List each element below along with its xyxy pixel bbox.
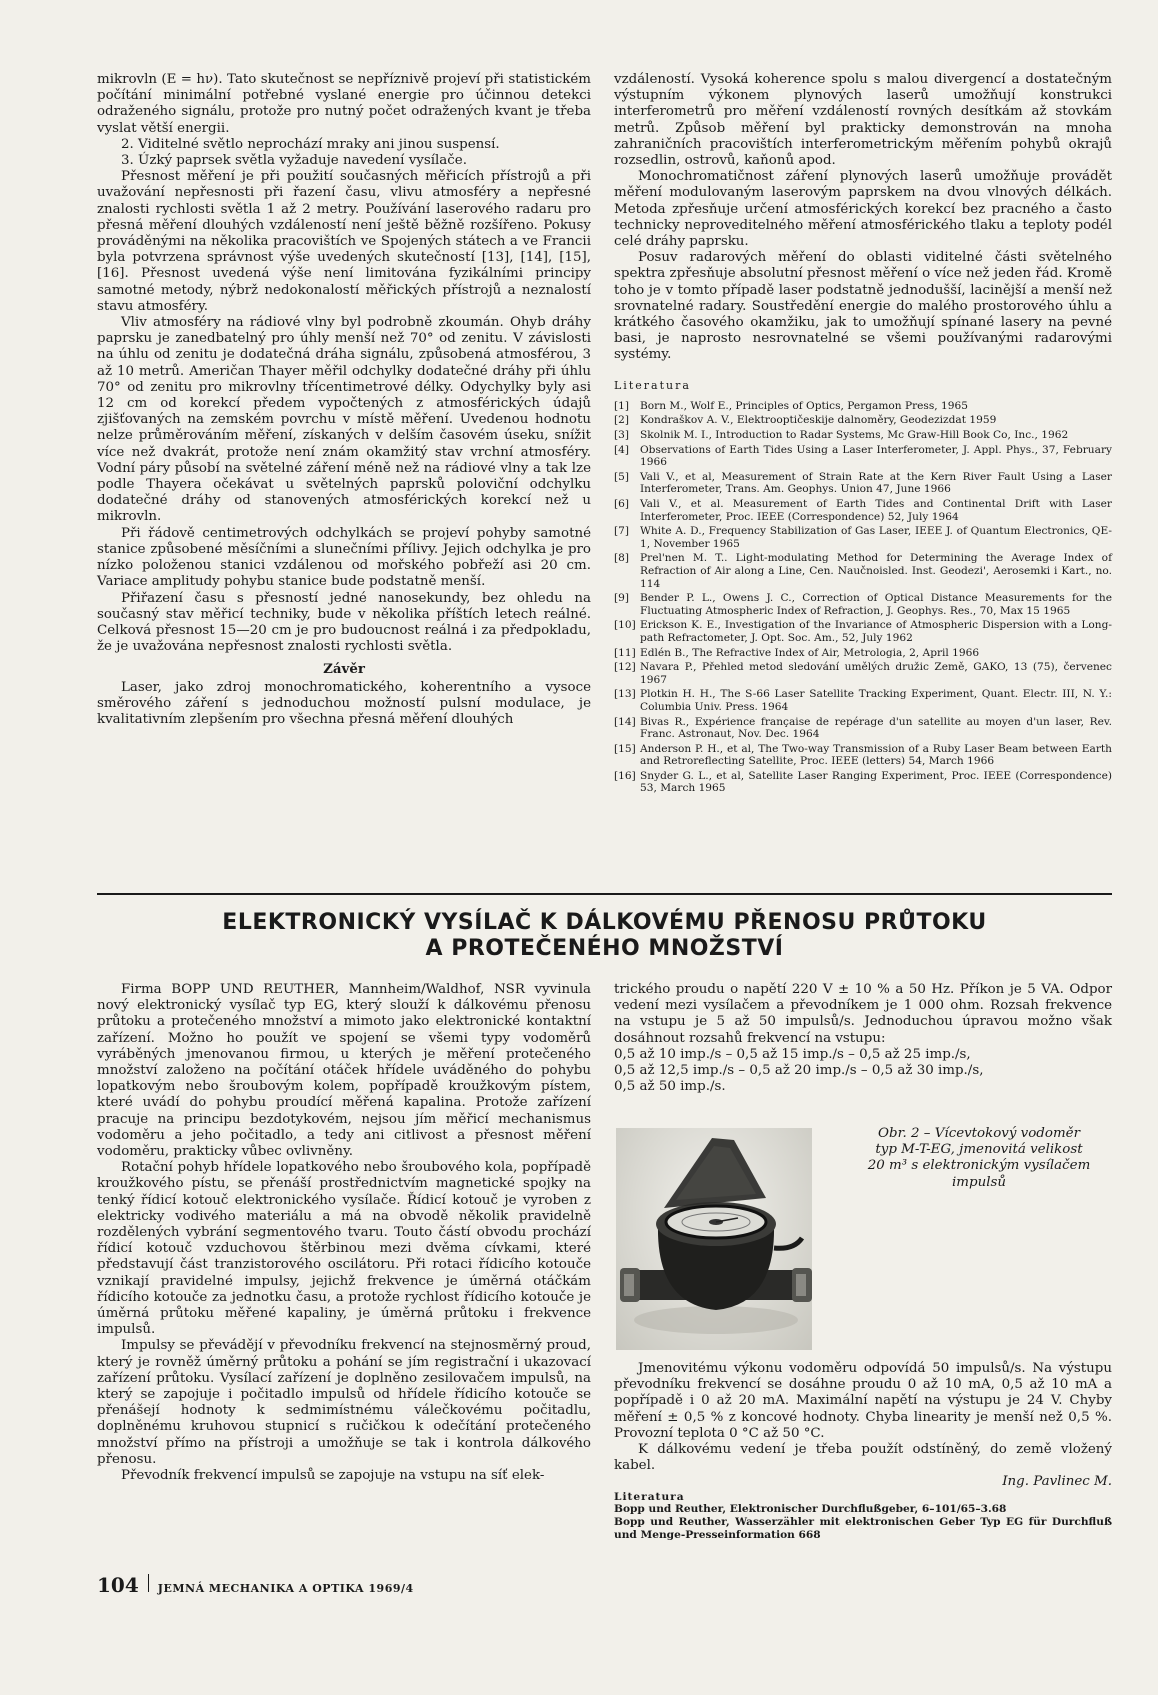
frequency-ranges-line: 0,5 až 10 imp./s – 0,5 až 15 imp./s – 0,5 až 25 imp./s, — [614, 1046, 971, 1062]
reference-item — [614, 716, 1112, 741]
reference-number: [11] — [614, 646, 636, 659]
paragraph: K dálkovému vedení je třeba použít odstíněný, do země vložený kabel. — [614, 1442, 1112, 1474]
reference-number: [5] — [614, 470, 630, 483]
reference-item — [614, 414, 1112, 427]
footer-separator — [148, 1574, 149, 1592]
paragraph: Monochromatičnost záření plynových laserů umožňuje provádět měření modulovaným laserovým paprskem na dvou vlnových délkách. Metoda zpřesňuje určení atmosférických korekcí bez pracného a často technicky neproveditelného měření atmosférického tlaku a teploty podél celé dráhy paprsku. — [614, 169, 1112, 250]
reference-text: Bender P. L., Owens J. C., Correction of Optical Distance Measurements for the Fluctuating Atmospheric Index of Refraction, J. Geophys. Res., 70, Max 15 1965 — [640, 592, 1112, 617]
water-meter-photo — [616, 1128, 812, 1350]
paragraph: 3. Úzký paprsek světla vyžaduje navedení vysílače. — [121, 153, 467, 169]
reference-item — [614, 647, 1112, 660]
reference-text: Anderson P. H., et al, The Two-way Transmission of a Ruby Laser Beam between Earth and Retroreflecting Satellite, Proc. IEEE (letters) 54, March 1966 — [640, 742, 1112, 768]
reference-item — [614, 400, 1112, 413]
caption-line: typ M-T-EG, jmenovitá velikost — [875, 1142, 1083, 1158]
headline-line-1: ELEKTRONICKÝ VYSÍLAČ K DÁLKOVÉMU PŘENOSU PRŮTOKU — [222, 910, 987, 935]
journal-name: JEMNÁ MECHANIKA A OPTIKA 1969/4 — [157, 1582, 414, 1595]
paragraph: Posuv radarových měření do oblasti viditelné části světelného spektra zpřesňuje absolutní přesnost měření o více než jeden řád. Kromě toho je v tomto případě laser podstatně jednodušší, lacinější a menší než srovnatelné radary. Soustředění energie do malého prostorového úhlu a krátkého časového okamžiku, jak to umožňují spínané lasery na pevné basi, je naprosto nesrovnatelné se všemi používanými radarovými systémy. — [614, 250, 1112, 363]
article-column-3 — [97, 982, 591, 1484]
caption-line: impulsů — [952, 1174, 1006, 1190]
reference-number: [9] — [614, 592, 630, 605]
references-list — [614, 400, 1112, 795]
reference-item — [614, 471, 1112, 496]
article-column-4 — [614, 982, 1112, 1095]
paragraph: Přiřazení času s přesností jedné nanosekundy, bez ohledu na současný stav měřicí techniky, bude v několika příštích letech reálné. Celková přesnost 15—20 cm je pro budoucnost reálná i za předpokladu, že je uvažována nepřesnost znalosti rychlosti světla. — [97, 590, 591, 655]
section-divider — [97, 893, 1112, 895]
water-meter-illustration — [616, 1128, 812, 1350]
figure-water-meter — [614, 1126, 1112, 1354]
author-signature — [614, 1474, 1112, 1490]
reference-item — [614, 429, 1112, 442]
reference-text: Plotkin H. H., The S-66 Laser Satellite Tracking Experiment, Quant. Electr. III, N. Y.: Columbia Univ. Press. 1964 — [640, 688, 1112, 713]
frequency-ranges-line: 0,5 až 50 imp./s. — [614, 1079, 726, 1095]
reference-text: Snyder G. L., et al, Satellite Laser Ranging Experiment, Proc. IEEE (Correspondence) 53, March 1965 — [640, 769, 1112, 795]
literature-heading: Literatura — [614, 1490, 685, 1503]
reference-text: Vali V., et al. Measurement of Earth Tides and Continental Drift with Laser Interferometer, Proc. IEEE (Correspondence) 52, July 1964 — [640, 498, 1112, 523]
paragraph: trického proudu o napětí 220 V ± 10 % a 50 Hz. Příkon je 5 VA. Odpor vedení mezi vysílačem a převodníkem je 1 000 ohm. Rozsah frekvence na vstupu je 5 až 50 impulsů/s. Jednoduchou úpravou možno však dosáhnout rozsahů frekvencí na vstupu: — [614, 982, 1112, 1046]
reference-text: Observations of Earth Tides Using a Laser Interferometer, J. Appl. Phys., 37, February 1966 — [640, 443, 1112, 469]
literature-item: Bopp und Reuther, Elektronischer Durchflußgeber, 6–101/65–3.68 — [614, 1503, 1007, 1516]
reference-number: [15] — [614, 742, 636, 755]
headline-line-2: A PROTEČENÉHO MNOŽSTVÍ — [425, 936, 784, 961]
reference-number: [16] — [614, 769, 636, 782]
paragraph: vzdáleností. Vysoká koherence spolu s malou divergencí a dostatečným výstupním výkonem plynových laserů umožňují konstrukci interferometrů pro měření vzdáleností rovných desítkám až stovkám metrů. Způsob měření byl prakticky demonstrován na mnoha zahraničních pracovištích interferometrickým měřením pohybů okrajů rozsedlin, ostrovů, kaňonů apod. — [614, 72, 1112, 169]
reference-text: Kondraškov A. V., Elektrooptičeskije dalnoměry, Geodezizdat 1959 — [640, 414, 997, 427]
frequency-ranges-line: 0,5 až 12,5 imp./s – 0,5 až 20 imp./s – 0,5 až 30 imp./s, — [614, 1063, 984, 1079]
reference-item — [614, 688, 1112, 713]
reference-text: Navara P., Přehled metod sledování umělých družic Země, GAKO, 13 (75), červenec 1967 — [640, 661, 1112, 686]
reference-item — [614, 498, 1112, 523]
paragraph: Přesnost měření je při použití současných měřicích přístrojů a při uvažování nepřesnosti při řazení času, vlivu atmosféry a nepřesné znalosti rychlosti světla 1 až 2 metry. Používání laserového radaru pro přesná měření dlouhých vzdáleností není ještě běžně rozšířeno. Pokusy prováděnými na několika pracovištích ve Spojených státech a ve Francii byla potvrzena správnost výše uvedených skutečností [13], [14], [15], [16]. Přesnost uvedená výše není limitována fyzikálními principy samotné metody, nýbrž nedokonalostí měřických přístrojů a neznalostí stavu atmosféry. — [97, 169, 591, 314]
reference-item — [614, 743, 1112, 768]
reference-text: Born M., Wolf E., Principles of Optics, Pergamon Press, 1965 — [640, 399, 969, 412]
page-number: 104 — [97, 1573, 139, 1597]
reference-text: Skolnik M. I., Introduction to Radar Systems, Mc Graw-Hill Book Co, Inc., 1962 — [640, 429, 1069, 442]
paragraph: Laser, jako zdroj monochromatického, koherentního a vysoce směrového záření s jednoduchou možností pulsní modulace, je kvalitativním zlepšením pro všechna přesná měření dlouhých — [97, 679, 591, 727]
page-footer — [97, 1573, 414, 1597]
paragraph: Rotační pohyb hřídele lopatkového nebo šroubového kola, popřípadě kroužkového pístu, se přenáší prostřednictvím magnetické spojky na tenký řídicí kotouč elektronického vysílače. Řídicí kotouč je vyroben z elektricky vodivého materiálu a má na obvodě několik pravidelně rozdělených vybrání segmentového tvaru. Touto částí obvodu prochází řídicí kotouč vzduchovou štěrbinou mezi dvěma cívkami, které představují část tranzistorového oscilátoru. Při rotaci řídicího kotouče vznikají pravidelné impulsy, jejichž frekvence je úměrná otáčkám řídicího kotouče za jednotku času, a protože rychlost řídicího kotouče je úměrná průtoku měřené kapaliny, je úměrná průtoku i frekvence impulsů. — [97, 1160, 591, 1338]
caption-line: Obr. 2 – Vícevtokový vodoměr — [878, 1126, 1080, 1141]
caption-line: 20 m³ s elektronickým vysílačem — [867, 1158, 1091, 1174]
references-heading: Literatura — [614, 378, 691, 392]
article-column-2 — [614, 72, 1112, 797]
literature-block — [614, 1491, 1112, 1542]
article-column-1 — [97, 72, 591, 728]
reference-item — [614, 552, 1112, 590]
reference-number: [3] — [614, 429, 630, 442]
reference-number: [13] — [614, 688, 636, 701]
reference-text: Edlén B., The Refractive Index of Air, Metrologia, 2, April 1966 — [640, 646, 980, 659]
article-column-5 — [614, 1361, 1112, 1542]
paragraph: Při řádově centimetrových odchylkách se projeví pohyby samotné stanice způsobené měsíčními a slunečními přílivy. Jejich odchylka je pro nízko položenou stanici vzdálenou od mořského pobřeží asi 20 cm. Variace amplitudy pohybu stanice bude podstatně menší. — [97, 525, 591, 590]
reference-text: Prel'nen M. T.. Light-modulating Method for Determining the Average Index of Refraction of Air along a Line, Cen. Naučnoisled. Inst. Geodezi', Aerosemki i Kart., no. 114 — [640, 552, 1112, 590]
reference-number: [14] — [614, 715, 636, 728]
reference-item — [614, 770, 1112, 795]
literature-item: Bopp und Reuther, Wasserzähler mit elektronischen Geber Typ EG für Durchfluß und Menge-Presseinformation 668 — [614, 1516, 1112, 1542]
figure-caption — [846, 1126, 1112, 1191]
reference-number: [10] — [614, 619, 636, 632]
reference-text: Bivas R., Expérience française de repérage d'un satellite au moyen d'un laser, Rev. Franc. Astronaut, Nov. Dec. 1964 — [640, 715, 1112, 741]
reference-number: [8] — [614, 552, 630, 565]
section-heading-zaver: Závěr — [323, 661, 365, 678]
paragraph: Firma BOPP UND REUTHER, Mannheim/Waldhof, NSR vyvinula nový elektronický vysílač typ EG, který slouží k dálkovému přenosu průtoku a protečeného množství a mimoto jako elektronické kontaktní zařízení. Možno ho použít ve spojení se všemi typy vodoměrů vyráběných jmenovanou firmou, u kterých je měření protečeného množství založeno na počítání otáček hřídele uváděného do pohybu lopatkovým nebo šroubovým kolem, popřípadě kroužkovým pístem, které uvádí do pohybu proudící měřená kapalina. Protože zařízení pracuje na principu bezdotykovém, nejsou jím měřicí mechanismus vodoměru a jeho počitadlo, a tedy ani citlivost a přesnost měření vodoměru, prakticky vůbec ovlivněny. — [97, 982, 591, 1160]
reference-number: [6] — [614, 498, 630, 511]
reference-item — [614, 619, 1112, 644]
reference-item — [614, 525, 1112, 550]
reference-number: [12] — [614, 661, 636, 674]
reference-item — [614, 592, 1112, 617]
paragraph: 2. Viditelné světlo neprochází mraky ani jinou suspensí. — [121, 136, 500, 152]
article-headline — [97, 910, 1112, 962]
paragraph: Jmenovitému výkonu vodoměru odpovídá 50 impulsů/s. Na výstupu převodníku frekvencí se dosáhne proudu 0 až 10 mA, 0,5 až 10 mA a popřípadě i 0 až 20 mA. Maximální napětí na výstupu je 24 V. Chyby měření ± 0,5 % z koncové hodnoty. Chyba linearity je menší než 0,5 %. Provozní teplota 0 °C až 50 °C. — [614, 1361, 1112, 1441]
reference-text: White A. D., Frequency Stabilization of Gas Laser, IEEE J. of Quantum Electronics, QE-1, November 1965 — [640, 525, 1112, 550]
reference-item — [614, 661, 1112, 686]
reference-number: [1] — [614, 399, 630, 412]
paragraph: Vliv atmosféry na rádiové vlny byl podrobně zkoumán. Ohyb dráhy paprsku je zanedbatelný pro úhly menší než 70° od zenitu. V závislosti na úhlu od zenitu je dodatečná dráha signálu, způsobená atmosférou, 3 až 10 metrů. Američan Thayer měřil odchylky dodatečné dráhy při úhlu 70° od zenitu pro mikrovlny třícentimetrové délky. Odychylky byly asi 12 cm od korekcí předem vypočtených z atmosférických údajů zjišťovaných na zemském povrchu v místě měření. Uvedenou hodnotu nelze průměrováním měření, získaných v delším časovém úseku, snížit více než dvakrát, protože není znám okamžitý stav vrchní atmosféry. Vodní páry působí na světelné záření méně než na rádiové vlny a tak lze podle Thayera očekávat u světelných paprsků poloviční odchylku dodatečné dráhy od stanovených atmosférických korekcí než u mikrovln. — [97, 315, 591, 525]
paragraph: Převodník frekvencí impulsů se zapojuje na vstupu na síť elek- — [121, 1468, 545, 1484]
reference-item — [614, 444, 1112, 469]
author-name: Ing. Pavlinec M. — [1002, 1474, 1112, 1490]
paragraph: Impulsy se převádějí v převodníku frekvencí na stejnosměrný proud, který je rovněž úměrný průtoku a pohání se jím registrační i ukazovací zařízení průtoku. Vysílací zařízení je doplněno zesilovačem impulsů, na který se zapojuje i počitadlo impulsů od hřídele řídicího kotouče se přenášejí hodnoty k sedmimístnému válečkovému počitadlu, doplněnému kruhovou stupnicí s ručičkou k odečítání protečeného množství přímo na přístroji a umožňuje se tak i kontrola dálkového přenosu. — [97, 1338, 591, 1467]
reference-number: [7] — [614, 525, 630, 538]
reference-number: [2] — [614, 414, 630, 427]
reference-number: [4] — [614, 443, 630, 456]
reference-text: Vali V., et al, Measurement of Strain Rate at the Kern River Fault Using a Laser Interferometer, Trans. Am. Geophys. Union 47, June 1966 — [640, 470, 1112, 496]
paragraph: mikrovln (E = hν). Tato skutečnost se nepříznivě projeví při statistickém počítání minimální potřebné vyslané energie pro účinnou detekci odraženého signálu, protože pro nutný počet odražených kvant je třeba vyslat větší energii. — [97, 72, 591, 136]
reference-text: Erickson K. E., Investigation of the Invariance of Atmospheric Dispersion with a Long-path Refractometer, J. Opt. Soc. Am., 52, July 1962 — [640, 619, 1112, 644]
